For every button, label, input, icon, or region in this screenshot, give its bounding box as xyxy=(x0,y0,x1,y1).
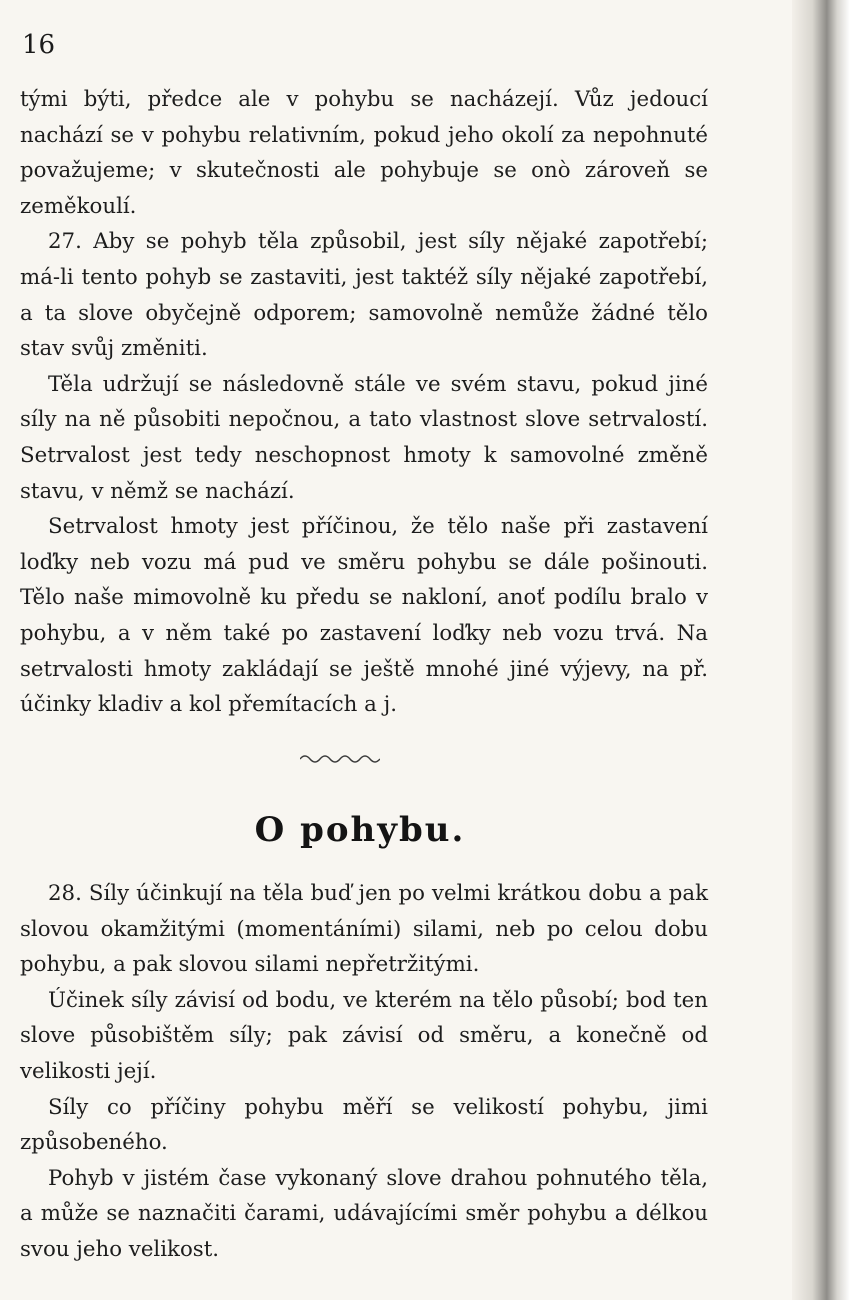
wavy-divider-ornament xyxy=(300,752,380,766)
section-heading: O pohybu. xyxy=(254,810,466,850)
paragraph: Pohyb v jistém čase vykonaný slove drahou pohnutého těla, a může se naznačiti čarami, udávajícími směr pohybu a délkou svou jeho velikost. xyxy=(20,1165,708,1262)
book-spine-shadow xyxy=(792,0,850,1300)
paragraph: 27. Aby se pohyb těla způsobil, jest síly nějaké zapotřebí; má-li tento pohyb se zastaviti, jest taktéž síly nějaké zapotřebí, a ta slove obyčejně odporem; samovolně nemůže žádné tělo stav svůj změniti. xyxy=(20,229,708,362)
text-block-top xyxy=(20,82,708,723)
paragraph: Síly co příčiny pohybu měří se velikostí pohybu, jimi způsobeného. xyxy=(20,1094,708,1156)
paragraph: Setrvalost hmoty jest příčinou, že tělo naše při zastavení loďky neb vozu má pud ve směru pohybu se dále pošinouti. Tělo naše mimovolně ku předu se nakloní, anoť podílu bralo v pohybu, a v něm také po zastavení loďky neb vozu trvá. Na setrvalosti hmoty zakládají se ještě mnohé jiné výjevy, na př. účinky kladiv a kol přemítacích a j. xyxy=(20,514,708,718)
paragraph: Účinek síly závisí od bodu, ve kterém na tělo působí; bod ten slove působištěm síly; pak závisí od směru, a konečně od velikosti její. xyxy=(20,987,708,1084)
paragraph: 28. Síly účinkují na těla buď jen po velmi krátkou dobu a pak slovou okamžitými (momentáními) silami, neb po celou dobu pohybu, a pak slovou silami nepřetržitými. xyxy=(20,881,708,978)
text-block-bottom xyxy=(20,876,708,1268)
paragraph: Těla udržují se následovně stále ve svém stavu, pokud jiné síly na ně působiti nepočnou, a tato vlastnost slove setrvalostí. Setrvalost jest tedy neschopnost hmoty k samovolné změně stavu, v němž se nachází. xyxy=(20,371,708,504)
paragraph: tými býti, předce ale v pohybu se nacházejí. Vůz jedoucí nachází se v pohybu relativním, pokud jeho okolí za nepohnuté považujeme; v skutečnosti ale pohybuje se onò zároveň se zeměkoulí. xyxy=(20,87,708,219)
page-number: 16 xyxy=(22,30,56,60)
